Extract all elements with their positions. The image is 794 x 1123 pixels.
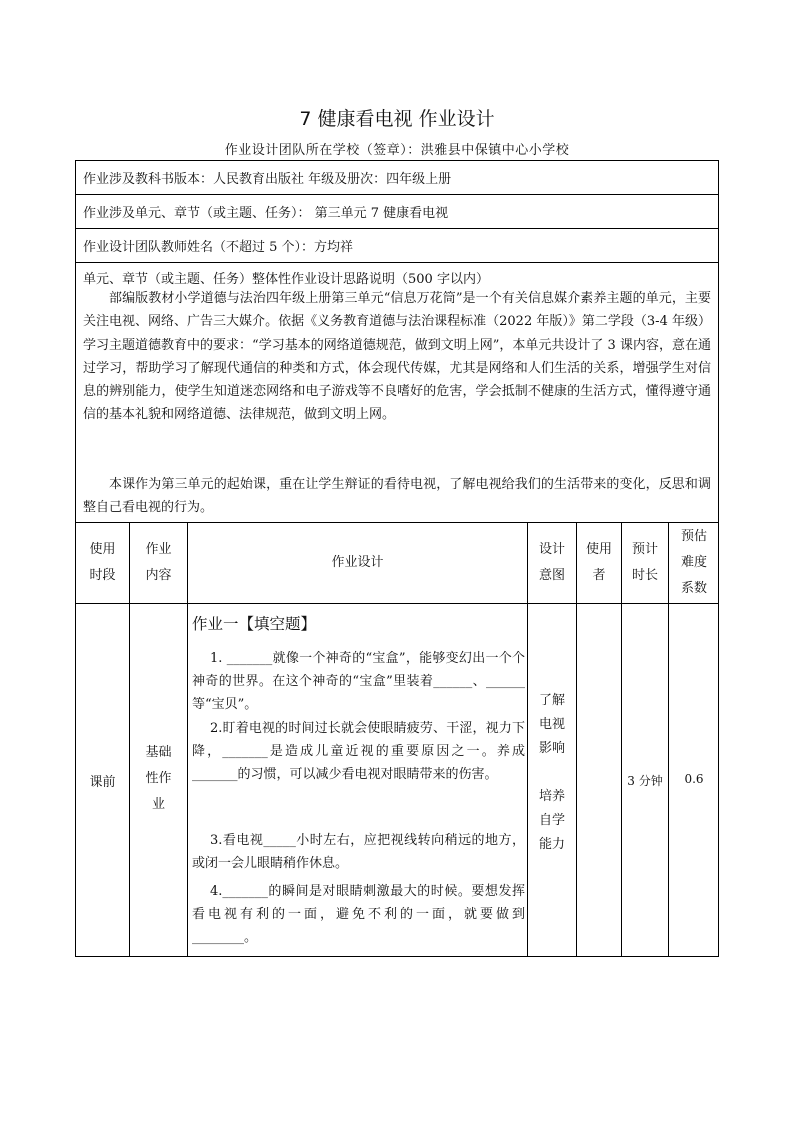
header-content: 作业 内容 <box>145 542 172 583</box>
column-divider <box>187 522 188 957</box>
homework-title: 作业一【填空题】 <box>192 615 317 633</box>
overview-paragraph-2: 本课作为第三单元的起始课，重在让学生辩证的看待电视，了解电视给我们的生活带来的变化，反思和调整自己看电视的行为。 <box>83 477 711 516</box>
question-3: 3.看电视_____小时左右，应把视线转向稍远的地方，或闭一会儿眼睛稍作休息。 <box>192 833 525 872</box>
question-2: 2.盯着电视的时间过长就会使眼睛疲劳、干涩，视力下降，_______是造成儿童近视的重要原因之一。养成_______的习惯，可以减少看电视对眼睛带来的伤害。 <box>192 721 525 783</box>
question-4: 4._______的瞬间是对眼睛刺激最大的时候。要想发挥看电视有利的一面，避免不利的一面，就要做到________。 <box>192 884 525 946</box>
overview-paragraph-1: 部编版教材小学道德与法治四年级上册第三单元“信息万花筒”是一个有关信息媒介素养主题的单元，主要关注电视、网络、广告三大媒介。依据《义务教育道德与法治课程标准（2022 年版）》第二学段（3-4 年级）学习主题道德教育中的要求：“学习基本的网络道德规范，做到文明上网”，本单元共设计了 3 课内容，意在通过学习，帮助学习了解现代通信的种类和方式，体会现代传媒，尤其是网络和人们生活的关系，增强学生对信息的辨别能力，使学生知道迷恋网络和电子游戏等不良嗜好的危害，学会抵制不健康的生活方式，懂得遵守通信的基本礼貌和网络道德、法律规范，做到文明上网。 <box>83 291 711 423</box>
header-user: 使用 者 <box>585 542 612 583</box>
duration-cell: 3 分钟 <box>627 774 663 788</box>
school-line: 作业设计团队所在学校（签章）：洪雅县中保镇中心小学校 <box>224 143 570 158</box>
question-1: 1. _______就像一个神奇的“宝盒”，能够变幻出一个个神奇的世界。在这个神奇的“宝盒”里装着______、______等“宝贝”。 <box>192 651 525 713</box>
header-design: 作业设计 <box>331 555 384 570</box>
header-intent: 设计 意图 <box>538 542 565 583</box>
document-title: 7 健康看电视 作业设计 <box>299 108 495 130</box>
overview-heading: 单元、章节（或主题、任务）整体性作业设计思路说明（500 字以内） <box>83 272 489 287</box>
content-cell: 基础 性作 业 <box>145 745 172 812</box>
row-divider <box>75 603 719 604</box>
difficulty-cell: 0.6 <box>684 772 704 786</box>
row-divider <box>75 522 719 523</box>
header-period: 使用 时段 <box>89 542 116 583</box>
header-duration: 预计 时长 <box>631 542 658 583</box>
intent-cell: 了解 电视 影响 培养 自学 能力 <box>538 693 565 852</box>
period-cell: 课前 <box>89 775 116 790</box>
textbook-info: 作业涉及教科书版本：人民教育出版社 年级及册次：四年级上册 <box>83 172 452 187</box>
row-divider <box>75 262 719 263</box>
unit-info: 作业涉及单元、章节（或主题、任务）： 第三单元 7 健康看电视 <box>83 206 449 221</box>
row-divider <box>75 194 719 195</box>
teacher-info: 作业设计团队教师姓名（不超过 5 个）：方均祥 <box>83 240 354 255</box>
row-divider <box>75 228 719 229</box>
header-difficulty: 预估 难度 系数 <box>680 529 707 596</box>
